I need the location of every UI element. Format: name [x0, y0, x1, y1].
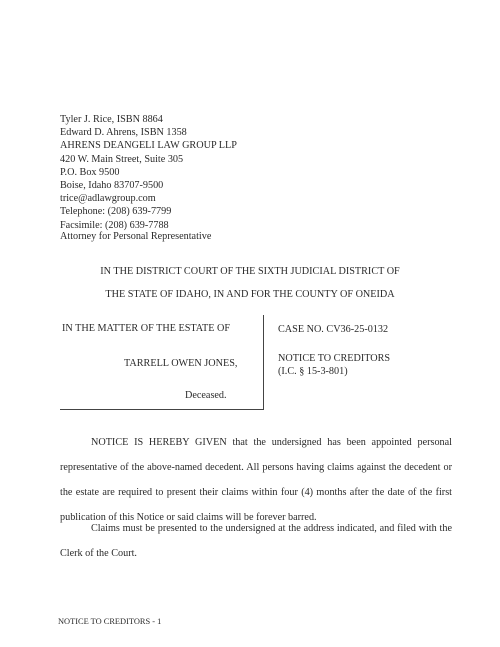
- claims-paragraph: [60, 516, 452, 566]
- attorney-for: Attorney for Personal Representative: [60, 231, 212, 242]
- case-number: CASE NO. CV36-25-0132: [278, 324, 389, 335]
- document-title: NOTICE TO CREDITORS: [278, 353, 391, 364]
- estate-matter: IN THE MATTER OF THE ESTATE OF: [62, 323, 231, 334]
- attorney-line: Tyler J. Rice, ISBN 8864: [60, 114, 163, 125]
- attorney-header: [60, 113, 237, 232]
- deceased-label: Deceased.: [185, 390, 227, 401]
- case-info: [278, 323, 390, 378]
- address-street: 420 W. Main Street, Suite 305: [60, 153, 184, 165]
- telephone: Telephone: (208) 639-7799: [60, 206, 172, 218]
- firm-name: AHRENS DEANGELI LAW GROUP LLP: [60, 140, 237, 152]
- claims-text: Claims must be presented to the undersigned at the address indicated, and filed with the Clerk of the Court.: [60, 523, 452, 559]
- court-heading-line-2: THE STATE OF IDAHO, IN AND FOR THE COUNTY OF ONEIDA: [105, 289, 395, 300]
- address-city: Boise, Idaho 83707-9500: [60, 180, 164, 192]
- facsimile: Facsimile: (208) 639-7788: [60, 219, 169, 231]
- notice-paragraph: [60, 430, 452, 530]
- address-po-box: P.O. Box 9500: [60, 166, 120, 178]
- page-footer: NOTICE TO CREDITORS - 1: [58, 617, 162, 626]
- attorney-line: Edward D. Ahrens, ISBN 1358: [60, 127, 187, 139]
- statute-citation: (I.C. § 15-3-801): [278, 366, 348, 377]
- caption-box: [60, 315, 264, 410]
- decedent-name: TARRELL OWEN JONES,: [124, 358, 238, 369]
- caption-horizontal-rule: [60, 409, 264, 410]
- court-heading-line-1: IN THE DISTRICT COURT OF THE SIXTH JUDICIAL DISTRICT OF: [100, 266, 400, 277]
- email: trice@adlawgroup.com: [60, 193, 156, 205]
- notice-text: NOTICE IS HEREBY GIVEN that the undersigned has been appointed personal representative of the above-named decedent. All persons having claims against the decedent or the estate are required to present their claims within four (4) months after the date of the first publication of this Notice or said claims will be forever barred.: [60, 437, 452, 523]
- caption-vertical-rule: [263, 315, 264, 410]
